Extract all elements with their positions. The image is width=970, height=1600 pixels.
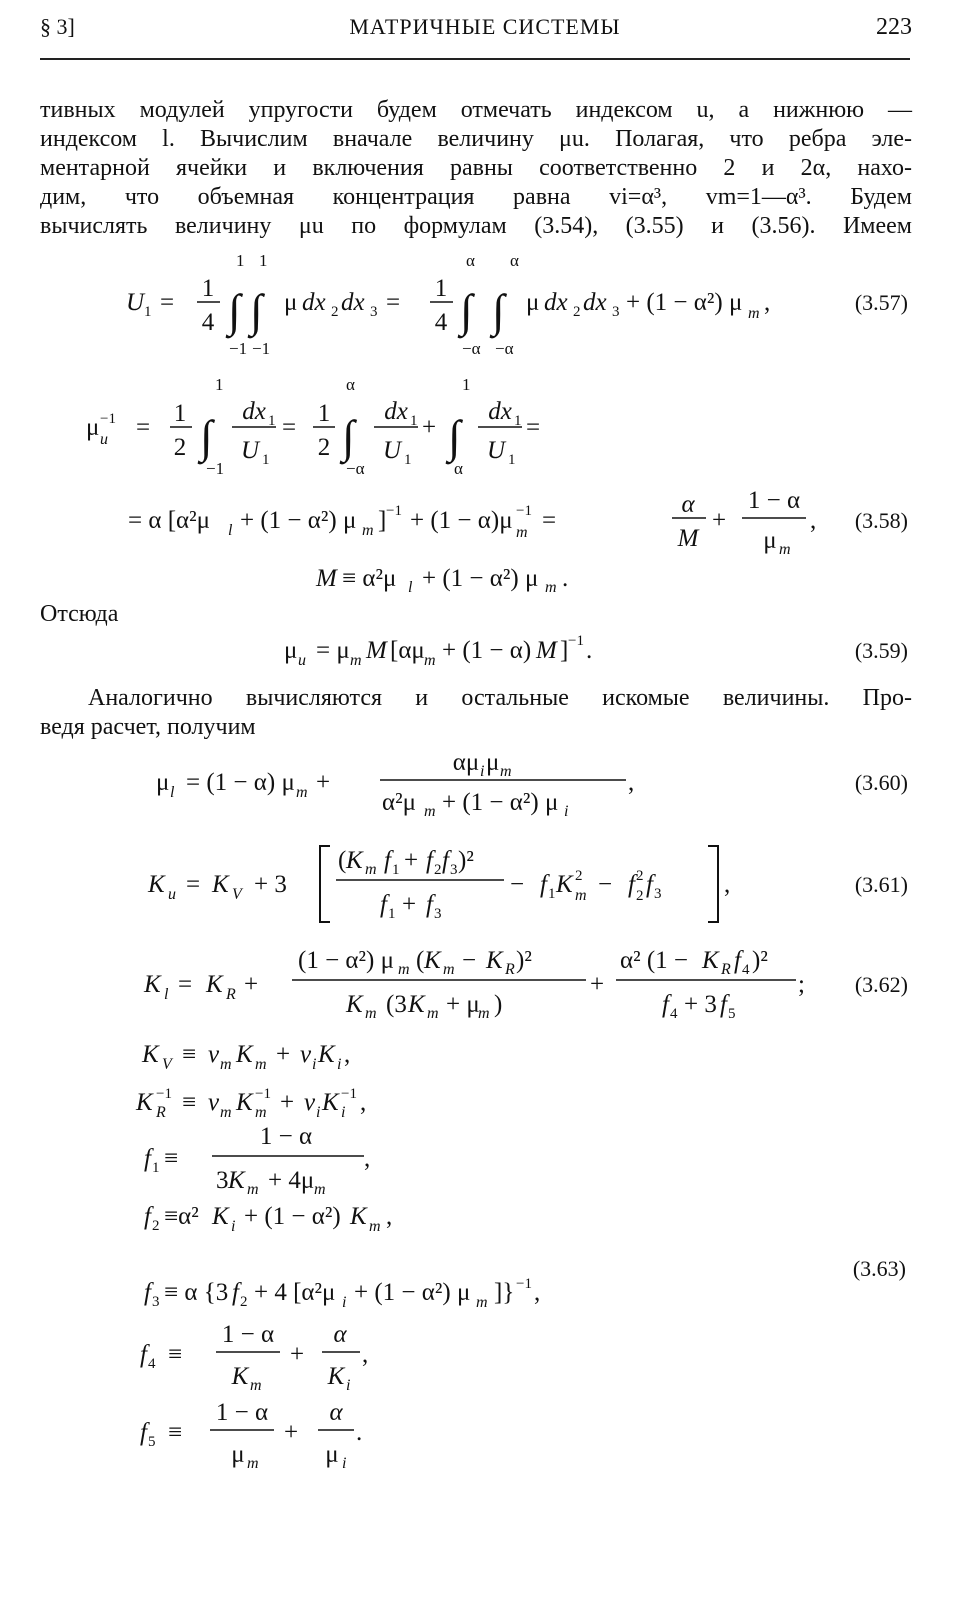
svg-text:V: V <box>232 886 242 903</box>
svg-text:2: 2 <box>573 304 581 320</box>
svg-text:dx: dx <box>544 289 568 316</box>
svg-text:K: K <box>144 971 161 998</box>
svg-text:m: m <box>220 1104 232 1121</box>
svg-text:(3: (3 <box>386 991 407 1018</box>
svg-text:≡α²: ≡α² <box>164 1203 199 1230</box>
svg-text:m: m <box>247 1181 259 1198</box>
svg-text:R: R <box>156 1104 166 1121</box>
svg-text:α: α <box>454 459 463 478</box>
svg-text:,: , <box>628 769 635 796</box>
svg-text:1 − α: 1 − α <box>221 1321 275 1348</box>
svg-text:≡ α²μ: ≡ α²μ <box>342 565 397 592</box>
svg-text:1: 1 <box>317 400 331 427</box>
svg-text:α: α <box>333 1321 347 1348</box>
svg-text:+: + <box>404 847 419 874</box>
page-number: 223 <box>876 14 912 40</box>
svg-text:+: + <box>590 971 605 998</box>
svg-text:i: i <box>341 1104 346 1121</box>
svg-text:R: R <box>505 961 515 978</box>
svg-text:−1: −1 <box>516 1276 532 1292</box>
svg-text:+ 4 [α²μ: + 4 [α²μ <box>254 1279 336 1306</box>
svg-text:.: . <box>356 1419 363 1446</box>
svg-text:K: K <box>236 1041 253 1068</box>
svg-text:+: + <box>244 971 259 998</box>
svg-text:K: K <box>424 947 441 974</box>
svg-text:m: m <box>516 524 528 541</box>
svg-text:i: i <box>342 1455 347 1472</box>
svg-text:2: 2 <box>240 1294 248 1310</box>
svg-text:M: M <box>536 637 557 664</box>
svg-text:=: = <box>160 289 175 316</box>
svg-text:f: f <box>144 1145 151 1172</box>
svg-text:]: ] <box>378 507 387 534</box>
svg-text:1: 1 <box>262 452 270 468</box>
svg-text:v: v <box>304 1089 316 1116</box>
svg-text:≡: ≡ <box>164 1145 179 1172</box>
svg-text:K: K <box>408 991 425 1018</box>
svg-text:m: m <box>478 1005 490 1022</box>
svg-text:K: K <box>556 871 573 898</box>
svg-text:1: 1 <box>462 375 471 394</box>
svg-text:i: i <box>480 763 485 780</box>
svg-text:,: , <box>724 871 731 898</box>
svg-text:2: 2 <box>152 1218 160 1234</box>
svg-text:1: 1 <box>434 275 448 302</box>
svg-text:u: u <box>168 886 176 903</box>
svg-text:(1 − α²) μ: (1 − α²) μ <box>298 947 394 974</box>
svg-text:∫: ∫ <box>228 285 241 336</box>
svg-text:f: f <box>144 1279 151 1306</box>
svg-text:,: , <box>534 1279 541 1306</box>
svg-text:.: . <box>586 637 593 664</box>
svg-text:μ: μ <box>231 1441 245 1468</box>
svg-text:μ: μ <box>284 289 298 316</box>
svg-text:f: f <box>646 871 653 898</box>
svg-text:−1: −1 <box>341 1086 357 1102</box>
svg-text:K: K <box>228 1167 245 1194</box>
svg-text:R: R <box>721 961 731 978</box>
svg-text:K: K <box>148 871 165 898</box>
svg-text:∫: ∫ <box>342 411 355 462</box>
equation-3-62 <box>143 947 908 1022</box>
equation-number: (3.59) <box>854 638 908 663</box>
svg-text:m: m <box>220 1056 232 1073</box>
svg-text:m: m <box>500 763 512 780</box>
otsyuda-word: Отсюда <box>40 601 119 627</box>
svg-text:1: 1 <box>173 400 187 427</box>
svg-text:μ: μ <box>156 769 170 796</box>
svg-text:+ μ: + μ <box>446 991 480 1018</box>
equation-number: (3.60) <box>854 770 908 795</box>
svg-text:m: m <box>779 541 791 558</box>
svg-text:)²: )² <box>752 947 768 974</box>
svg-text:f: f <box>662 991 669 1018</box>
svg-text:m: m <box>255 1104 267 1121</box>
svg-text:l: l <box>164 986 169 1003</box>
svg-text:3: 3 <box>434 906 442 922</box>
svg-text:1: 1 <box>514 413 522 429</box>
equation-3-61 <box>147 846 908 922</box>
svg-text:=: = <box>186 871 201 898</box>
text-line: ведя расчет, получим <box>40 714 256 740</box>
svg-text:3: 3 <box>216 1167 229 1194</box>
svg-text:+: + <box>712 507 727 534</box>
svg-text:= μ: = μ <box>316 637 350 664</box>
equation-3-59 <box>284 633 908 669</box>
svg-text:i: i <box>346 1377 351 1394</box>
svg-text:≡: ≡ <box>182 1041 197 1068</box>
svg-text:−1: −1 <box>206 459 225 478</box>
svg-text:+: + <box>316 769 331 796</box>
svg-text:4: 4 <box>201 309 215 336</box>
svg-text:−α: −α <box>462 339 481 358</box>
svg-text:m: m <box>443 961 455 978</box>
svg-text:m: m <box>424 652 436 669</box>
equation-3-60 <box>156 749 908 820</box>
svg-text:m: m <box>427 1005 439 1022</box>
svg-text:+ 3: + 3 <box>684 991 717 1018</box>
svg-text:f: f <box>720 991 727 1018</box>
svg-text:1: 1 <box>410 413 418 429</box>
svg-text:−1: −1 <box>386 503 402 519</box>
svg-text:μ: μ <box>526 289 540 316</box>
equation-number: (3.62) <box>854 972 908 997</box>
text-line: вычислять величину μu по формулам (3.54), (3.55) и (3.56). Имеем <box>40 213 912 239</box>
svg-text:+ (1 − α²) μ: + (1 − α²) μ <box>422 565 539 592</box>
svg-text:4: 4 <box>742 962 750 978</box>
svg-text:−1: −1 <box>255 1086 271 1102</box>
svg-text:dx: dx <box>384 398 408 425</box>
text-line: тивных модулей упругости будем отмечать индексом u, а нижнюю — <box>40 97 912 123</box>
svg-text:[αμ: [αμ <box>390 637 425 664</box>
svg-text:K: K <box>322 1089 339 1116</box>
svg-text:K: K <box>212 871 229 898</box>
svg-text:+ (1 − α²) μ: + (1 − α²) μ <box>240 507 357 534</box>
svg-text:M: M <box>677 525 699 552</box>
svg-text:+ 4μ: + 4μ <box>268 1167 315 1194</box>
svg-text:i: i <box>316 1104 321 1121</box>
svg-text:M: M <box>316 565 337 592</box>
equation-number: (3.61) <box>854 872 908 897</box>
svg-text:R: R <box>226 986 236 1003</box>
svg-text:m: m <box>575 887 587 904</box>
svg-text:3: 3 <box>450 862 458 878</box>
svg-text:−1: −1 <box>229 339 248 358</box>
svg-text:+ (1 − α²) μ: + (1 − α²) μ <box>354 1279 471 1306</box>
svg-text:f: f <box>628 871 635 898</box>
svg-text:α: α <box>329 1399 343 1426</box>
svg-text:1: 1 <box>392 862 400 878</box>
svg-text:i: i <box>564 803 569 820</box>
svg-text:f: f <box>232 1279 239 1306</box>
svg-text:−1: −1 <box>100 411 116 427</box>
svg-text:∫: ∫ <box>460 285 473 336</box>
equation-3-58 <box>86 375 908 596</box>
svg-text:≡ α {3: ≡ α {3 <box>164 1279 229 1306</box>
svg-text:−: − <box>510 871 525 898</box>
svg-text:K: K <box>486 947 503 974</box>
svg-text:+ (1 − α²): + (1 − α²) <box>244 1203 341 1230</box>
svg-text:m: m <box>350 652 362 669</box>
svg-text:dx: dx <box>341 289 365 316</box>
equation-number: (3.57) <box>854 290 908 315</box>
svg-text:1: 1 <box>201 275 215 302</box>
text-line: дим, что объемная концентрация равна vi=α³, vm=1—α³. Будем <box>40 184 912 210</box>
svg-text:m: m <box>255 1056 267 1073</box>
svg-text:dx: dx <box>488 398 512 425</box>
svg-text:3: 3 <box>370 304 378 320</box>
svg-text:+ (1 − α²) μ: + (1 − α²) μ <box>626 289 743 316</box>
svg-text:+ (1 − α): + (1 − α) <box>442 637 532 664</box>
svg-text:= (1 − α) μ: = (1 − α) μ <box>186 769 295 796</box>
svg-text:m: m <box>476 1294 488 1311</box>
svg-text:,: , <box>362 1341 369 1368</box>
running-title: МАТРИЧНЫЕ СИСТЕМЫ <box>349 14 621 39</box>
svg-text:2: 2 <box>317 434 331 461</box>
svg-text:≡: ≡ <box>182 1089 197 1116</box>
svg-text:=: = <box>282 414 297 441</box>
svg-text:α: α <box>681 491 695 518</box>
svg-text:=: = <box>178 971 193 998</box>
svg-text:−1: −1 <box>252 339 271 358</box>
svg-text:f: f <box>540 871 547 898</box>
svg-text:K: K <box>702 947 719 974</box>
text-line: Аналогично вычисляются и остальные искомые величины. Про- <box>88 685 912 711</box>
svg-text:,: , <box>386 1203 393 1230</box>
svg-text:1 − α: 1 − α <box>747 487 801 514</box>
svg-text:f: f <box>380 891 387 918</box>
svg-text:α²μ: α²μ <box>382 789 416 816</box>
svg-text:1: 1 <box>236 251 245 270</box>
svg-text:αμ: αμ <box>452 749 480 776</box>
svg-text:f: f <box>140 1419 147 1446</box>
svg-text:K: K <box>236 1089 253 1116</box>
svg-text:+: + <box>276 1041 291 1068</box>
svg-text:m: m <box>545 579 557 596</box>
svg-text:α: α <box>510 251 519 270</box>
svg-text:−α: −α <box>495 339 514 358</box>
svg-text:m: m <box>296 784 308 801</box>
svg-text:v: v <box>208 1041 220 1068</box>
svg-text:.: . <box>562 565 569 592</box>
svg-text:1: 1 <box>388 906 396 922</box>
svg-text:K: K <box>327 1363 345 1390</box>
svg-text:5: 5 <box>728 1006 736 1022</box>
svg-text:+ 3: + 3 <box>254 871 287 898</box>
svg-text:;: ; <box>798 971 805 998</box>
equation-number: (3.58) <box>854 508 908 533</box>
svg-text:3: 3 <box>654 886 662 902</box>
svg-text:∫: ∫ <box>250 285 263 336</box>
svg-text:2: 2 <box>331 304 339 320</box>
svg-text:(: ( <box>416 947 425 974</box>
svg-text:+: + <box>284 1419 299 1446</box>
svg-text:=: = <box>542 507 557 534</box>
svg-text:l: l <box>408 579 413 596</box>
svg-text:μ: μ <box>86 414 100 441</box>
svg-text:= α [α²μ: = α [α²μ <box>128 507 211 534</box>
svg-text:K: K <box>346 991 363 1018</box>
svg-text:+ (1 − α)μ: + (1 − α)μ <box>410 507 513 534</box>
svg-text:1: 1 <box>215 375 224 394</box>
svg-text:α: α <box>346 375 355 394</box>
svg-text:,: , <box>764 289 771 316</box>
svg-text:K: K <box>136 1089 153 1116</box>
svg-text:=: = <box>526 414 541 441</box>
svg-text:K: K <box>346 847 363 874</box>
svg-text:2: 2 <box>636 868 644 884</box>
svg-text:μ: μ <box>325 1441 339 1468</box>
equation-number: (3.63) <box>852 1256 906 1281</box>
svg-text:i: i <box>312 1056 317 1073</box>
svg-text:V: V <box>162 1056 172 1073</box>
svg-text:−: − <box>462 947 477 974</box>
svg-text:K: K <box>142 1041 159 1068</box>
svg-text:1: 1 <box>548 886 556 902</box>
svg-text:+: + <box>422 414 437 441</box>
svg-text:μ: μ <box>284 637 298 664</box>
svg-text:1: 1 <box>259 251 268 270</box>
svg-text:+: + <box>290 1341 305 1368</box>
svg-text:U: U <box>486 437 506 464</box>
svg-text:3: 3 <box>152 1294 160 1310</box>
svg-text:m: m <box>398 961 410 978</box>
text-line: ментарной ячейки и включения равны соответственно 2 и 2α, нахо- <box>40 155 912 181</box>
svg-text:5: 5 <box>148 1434 156 1450</box>
svg-text:2: 2 <box>173 434 187 461</box>
equation-3-63 <box>135 1041 906 1472</box>
svg-text:1: 1 <box>268 413 276 429</box>
svg-text:v: v <box>208 1089 220 1116</box>
svg-text:f: f <box>144 1203 151 1230</box>
svg-text:−1: −1 <box>516 503 532 519</box>
svg-text:≡: ≡ <box>168 1341 183 1368</box>
svg-text:1: 1 <box>144 304 152 320</box>
svg-text:]: ] <box>560 637 569 664</box>
svg-text:K: K <box>206 971 223 998</box>
svg-text:m: m <box>365 1005 377 1022</box>
svg-text:2: 2 <box>575 868 583 884</box>
svg-text:−1: −1 <box>568 633 584 649</box>
svg-text:,: , <box>360 1089 367 1116</box>
svg-text:dx: dx <box>583 289 607 316</box>
svg-text:U: U <box>126 289 145 316</box>
svg-text:1 − α: 1 − α <box>215 1399 269 1426</box>
svg-text:m: m <box>362 522 374 539</box>
svg-text:l: l <box>170 784 175 801</box>
svg-text:∫: ∫ <box>200 411 213 462</box>
svg-text:−: − <box>598 871 613 898</box>
svg-text:μ: μ <box>763 527 777 554</box>
svg-text:−α: −α <box>346 459 365 478</box>
svg-text:3: 3 <box>612 304 620 320</box>
svg-text:): ) <box>494 991 503 1018</box>
svg-text:∫: ∫ <box>448 411 461 462</box>
svg-text:m: m <box>369 1218 381 1235</box>
svg-text:2: 2 <box>636 888 644 904</box>
svg-text:≡: ≡ <box>168 1419 183 1446</box>
svg-text:−1: −1 <box>156 1086 172 1102</box>
svg-text:dx: dx <box>242 398 266 425</box>
svg-text:)²: )² <box>516 947 532 974</box>
svg-text:2: 2 <box>434 862 442 878</box>
svg-text:v: v <box>300 1041 312 1068</box>
text-line: индексом l. Вычислим вначале величину μu. Полагая, что ребра эле- <box>40 126 912 152</box>
svg-text:m: m <box>314 1181 326 1198</box>
svg-text:1 − α: 1 − α <box>259 1123 313 1150</box>
svg-text:1: 1 <box>508 452 516 468</box>
svg-text:,: , <box>364 1145 371 1172</box>
svg-text:f: f <box>140 1341 147 1368</box>
svg-text:4: 4 <box>670 1006 678 1022</box>
svg-text:4: 4 <box>434 309 448 336</box>
svg-text:l: l <box>228 522 233 539</box>
svg-text:=: = <box>386 289 401 316</box>
svg-text:u: u <box>298 652 306 669</box>
svg-text:K: K <box>231 1363 249 1390</box>
svg-text:f: f <box>442 847 449 874</box>
section-label: § 3] <box>40 14 75 39</box>
svg-text:m: m <box>250 1377 262 1394</box>
svg-text:+: + <box>280 1089 295 1116</box>
svg-text:m: m <box>247 1455 259 1472</box>
equation-3-57 <box>126 251 908 358</box>
svg-text:∫: ∫ <box>492 285 505 336</box>
svg-text:f: f <box>426 891 433 918</box>
svg-text:i: i <box>231 1218 236 1235</box>
svg-text:=: = <box>136 414 151 441</box>
svg-text:i: i <box>337 1056 342 1073</box>
svg-text:α² (1 −: α² (1 − <box>620 947 689 974</box>
svg-text:f: f <box>734 947 741 974</box>
svg-text:U: U <box>240 437 260 464</box>
svg-text:dx: dx <box>302 289 326 316</box>
svg-text:f: f <box>426 847 433 874</box>
svg-text:]}: ]} <box>494 1279 515 1306</box>
svg-text:(: ( <box>338 847 347 874</box>
svg-text:K: K <box>212 1203 229 1230</box>
svg-text:,: , <box>344 1041 351 1068</box>
svg-text:f: f <box>384 847 391 874</box>
svg-text:M: M <box>366 637 387 664</box>
svg-text:m: m <box>748 305 760 322</box>
svg-text:α: α <box>466 251 475 270</box>
svg-text:,: , <box>810 507 817 534</box>
svg-text:m: m <box>424 803 436 820</box>
svg-text:μ: μ <box>486 749 500 776</box>
svg-text:+ (1 − α²) μ: + (1 − α²) μ <box>442 789 559 816</box>
svg-text:m: m <box>365 861 377 878</box>
svg-text:U: U <box>382 437 402 464</box>
svg-text:K: K <box>318 1041 335 1068</box>
svg-text:u: u <box>100 431 108 448</box>
svg-text:+: + <box>402 891 417 918</box>
svg-text:K: K <box>350 1203 367 1230</box>
svg-text:i: i <box>342 1294 347 1311</box>
svg-text:)²: )² <box>458 847 474 874</box>
svg-text:1: 1 <box>404 452 412 468</box>
svg-text:4: 4 <box>148 1356 156 1372</box>
svg-text:1: 1 <box>152 1160 160 1176</box>
